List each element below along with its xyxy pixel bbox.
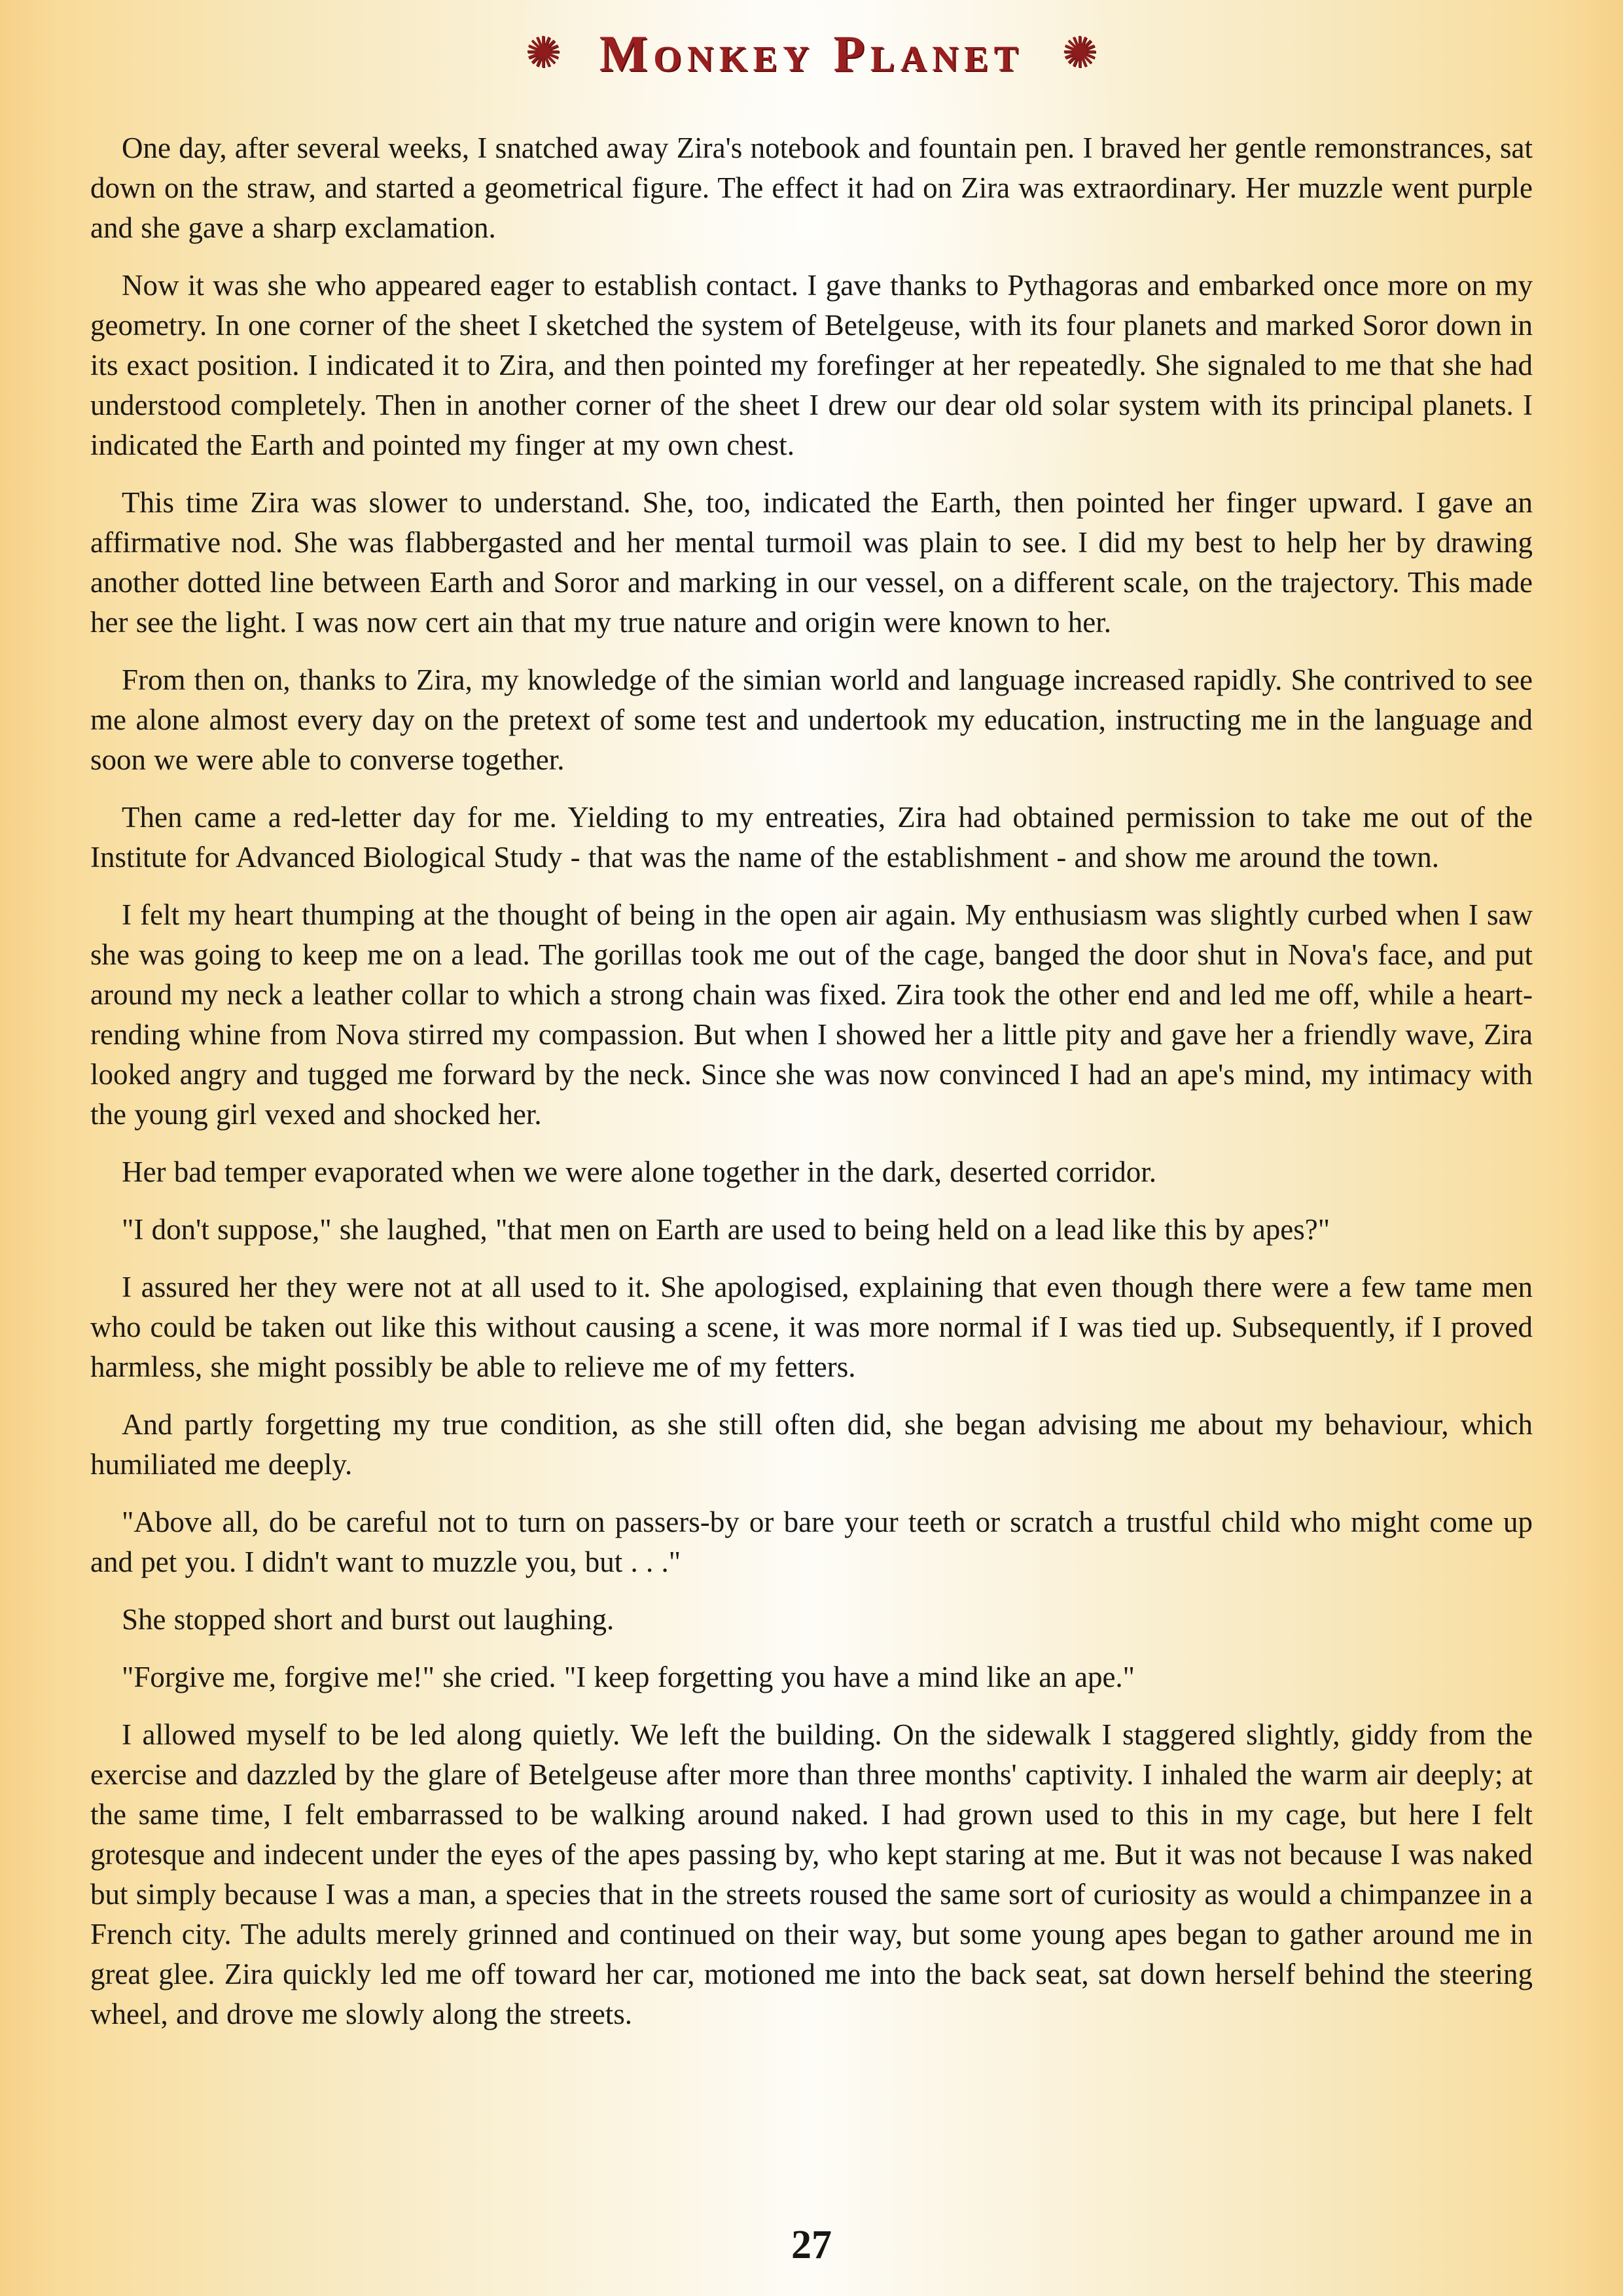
page-title: Monkey Planet	[599, 25, 1024, 82]
paragraph: "Forgive me, forgive me!" she cried. "I keep forgetting you have a mind like an ape."	[122, 1661, 1135, 1693]
paragraph: I felt my heart thumping at the thought of being in the open air again. My enthusiasm was slightly curbed when I saw she was going to keep me on a lead. The gorillas took me out of the cage, banged the door shut in Nova's face, and put around my neck a leather collar to which a strong chain was fixed. Zira took the other end and led me off, while a heart-rending whine from Nova stirred my compassion. But when I showed her a little pity and gave her a friendly wave, Zira looked angry and tugged me forward by the neck. Since she was now convinced I had an ape's mind, my intimacy with the young girl vexed and shocked her.	[90, 898, 1533, 1131]
paragraph: I allowed myself to be led along quietly. We left the building. On the sidewalk I staggered slightly, giddy from the exercise and dazzled by the glare of Betelgeuse after more than three months' captivity. I inhaled the warm air deeply; at the same time, I felt embarrassed to be walking around naked. I had grown used to this in my cage, but here I felt grotesque and indecent under the eyes of the apes passing by, who kept staring at me. But it was not because I was naked but simply because I was a man, a species that in the streets roused the same sort of curiosity as would a chimpanzee in a French city. The adults merely grinned and continued on their way, but some young apes began to gather around me in great glee. Zira quickly led me off toward her car, motioned me into the back seat, sat down herself behind the steering wheel, and drove me slowly along the streets.	[90, 1718, 1533, 2030]
body-text	[90, 128, 1533, 2034]
page-number: 27	[791, 2223, 832, 2267]
paragraph: Her bad temper evaporated when we were alone together in the dark, deserted corridor.	[122, 1156, 1157, 1188]
paragraph: "I don't suppose," she laughed, "that men on Earth are used to being held on a lead like this by apes?"	[122, 1213, 1330, 1246]
paragraph: Now it was she who appeared eager to establish contact. I gave thanks to Pythagoras and embarked once more on my geometry. In one corner of the sheet I sketched the system of Betelgeuse, with its four planets and marked Soror down in its exact position. I indicated it to Zira, and then pointed my forefinger at her repeatedly. She signaled to me that she had understood completely. Then in another corner of the sheet I drew our dear old solar system with its principal planets. I indicated the Earth and pointed my finger at my own chest.	[90, 269, 1533, 461]
sunburst-ornament-left: ✺	[525, 29, 562, 77]
paragraph: This time Zira was slower to understand. She, too, indicated the Earth, then pointed her finger upward. I gave an affirmative nod. She was flabbergasted and her mental turmoil was plain to see. I did my best to help her by drawing another dotted line between Earth and Soror and marking in our vessel, on a different scale, on the trajectory. This made her see the light. I was now cert ain that my true nature and origin were known to her.	[90, 486, 1533, 639]
paragraph: And partly forgetting my true condition, as she still often did, she began advising me about my behaviour, which humiliated me deeply.	[90, 1408, 1533, 1481]
paragraph: She stopped short and burst out laughing.	[122, 1603, 615, 1636]
paragraph: Then came a red-letter day for me. Yielding to my entreaties, Zira had obtained permission to take me out of the Institute for Advanced Biological Study - that was the name of the establishment - and show me around the town.	[90, 801, 1533, 874]
sunburst-ornament-right: ✺	[1061, 29, 1098, 77]
page-header	[0, 0, 1623, 90]
paragraph: One day, after several weeks, I snatched away Zira's notebook and fountain pen. I braved her gentle remonstrances, sat down on the straw, and started a geometrical figure. The effect it had on Zira was extraordinary. Her muzzle went purple and she gave a sharp exclamation.	[90, 132, 1533, 244]
paragraph: I assured her they were not at all used to it. She apologised, explaining that even though there were a few tame men who could be taken out like this without causing a scene, it was more normal if I was tied up. Subsequently, if I proved harmless, she might possibly be able to relieve me of my fetters.	[90, 1271, 1533, 1383]
paragraph: From then on, thanks to Zira, my knowledge of the simian world and language increased rapidly. She contrived to see me alone almost every day on the pretext of some test and undertook my education, instructing me in the language and soon we were able to converse together.	[90, 663, 1533, 776]
paragraph: "Above all, do be careful not to turn on passers-by or bare your teeth or scratch a trustful child who might come up and pet you. I didn't want to muzzle you, but . . ."	[90, 1506, 1533, 1578]
